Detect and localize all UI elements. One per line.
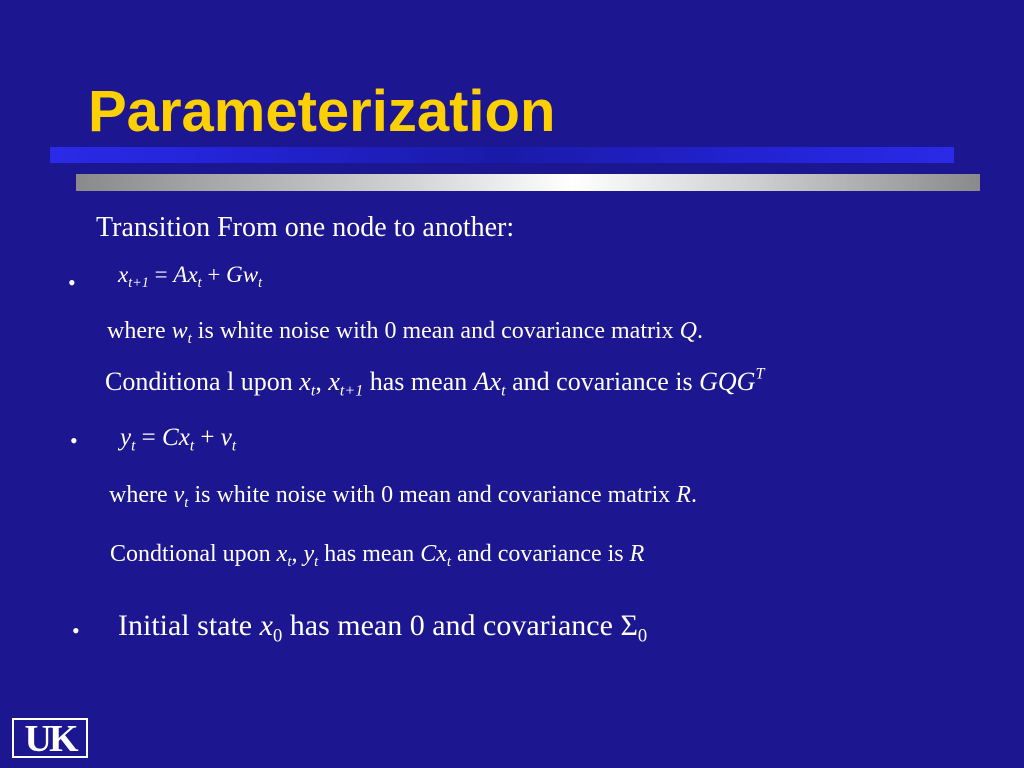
equation-observation: $y_t = Cx_t + v_t$ xyxy=(120,424,237,455)
bullet-3: • xyxy=(72,618,80,643)
initial-state-description: Initial state $x_0$ has mean 0 and covariance $\Sigma_0$ xyxy=(118,609,648,647)
slide-title: Parameterization xyxy=(88,79,556,144)
bullet-1: • xyxy=(68,270,76,295)
title-underline-blue xyxy=(50,147,954,163)
bullet-2: • xyxy=(70,428,78,453)
equation-state-transition: $x_{t+1} = Ax_t + Gw_t$ xyxy=(118,262,263,291)
university-logo: UK xyxy=(12,718,88,758)
section-heading: Transition From one node to another: xyxy=(96,212,515,243)
process-noise-description: where $w_t$ is white noise with 0 mean and covariance matrix Q. xyxy=(107,318,703,348)
observation-conditional-description: Condtional upon $x_t$, $y_t$ has mean $Cx_t$ and covariance is R xyxy=(110,541,645,571)
measurement-noise-description: where $v_t$ is white noise with 0 mean and covariance matrix R. xyxy=(109,482,697,512)
title-underline-gray xyxy=(76,174,980,191)
state-conditional-description: Conditiona l upon $x_t$, $x_{t+1}$ has mean $Ax_t$ and covariance is $GQG^T$ xyxy=(105,365,765,400)
